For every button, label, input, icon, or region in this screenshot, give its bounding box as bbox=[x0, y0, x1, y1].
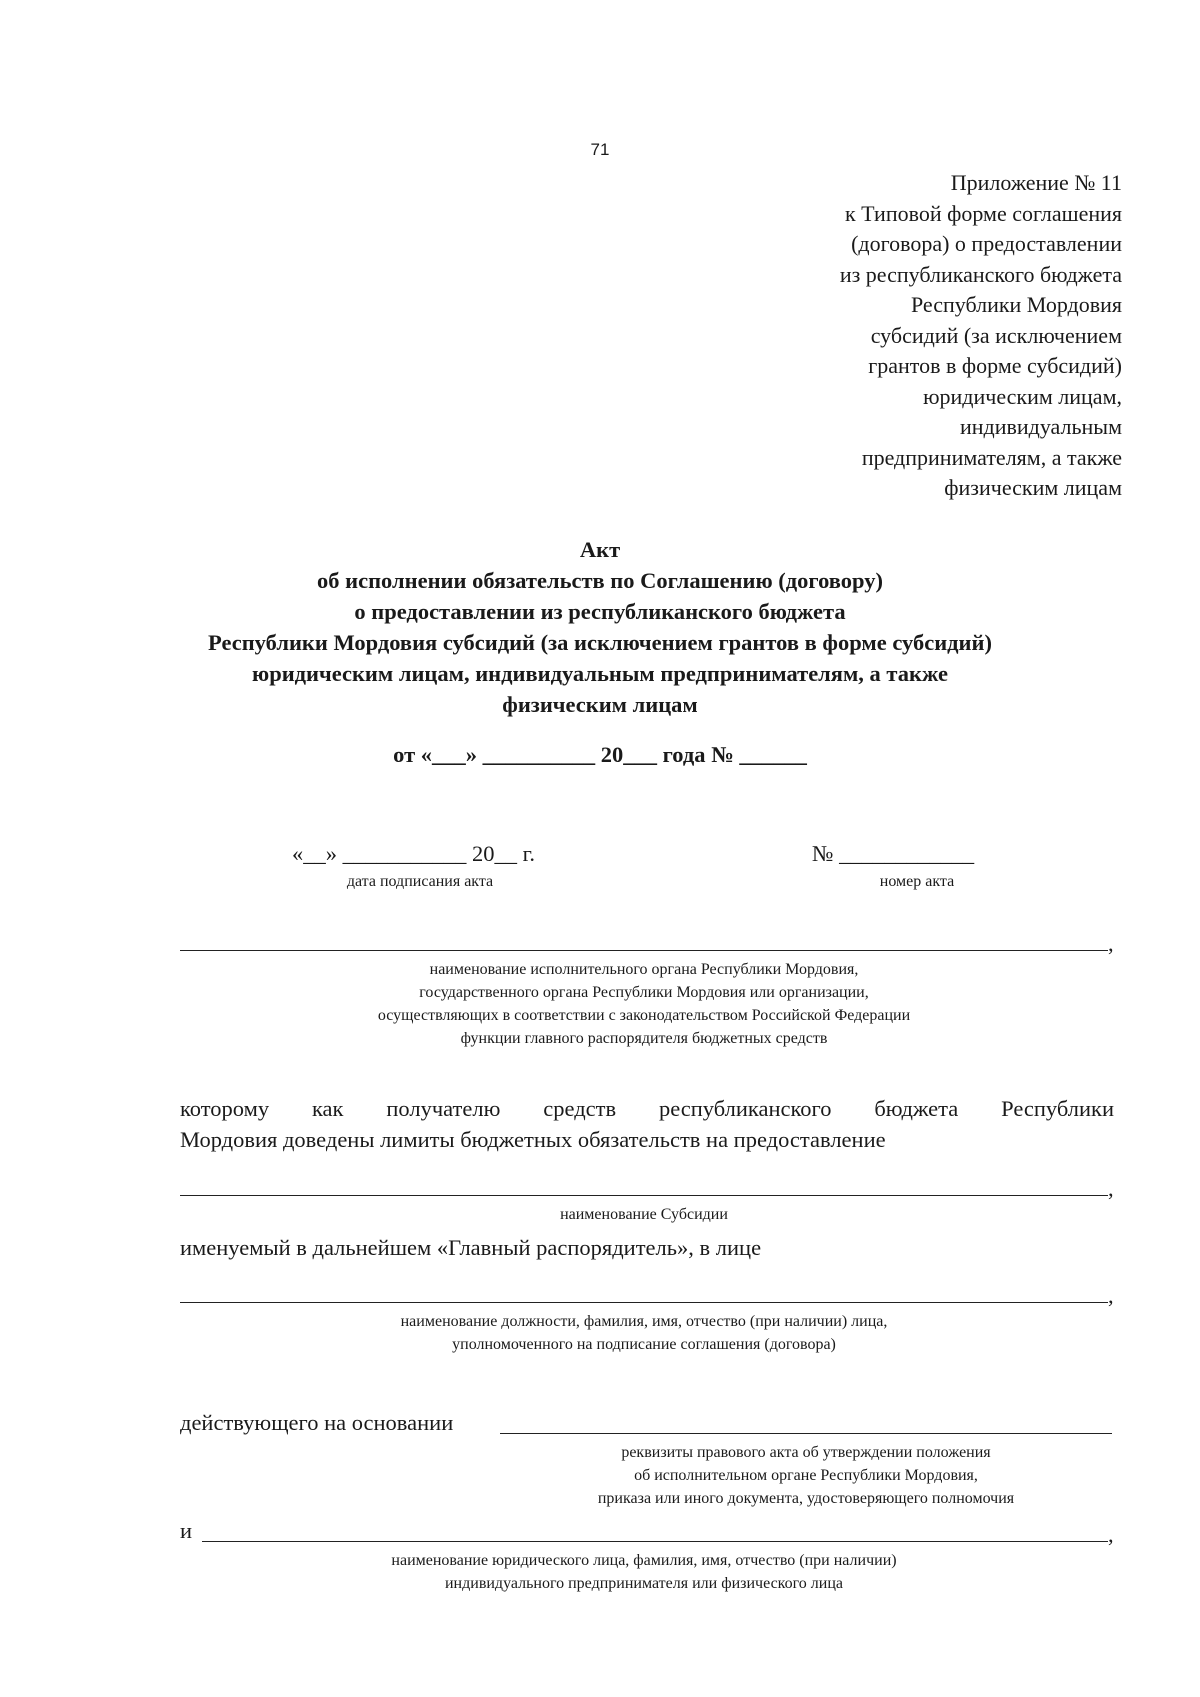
title-line: физическим лицам bbox=[502, 692, 698, 717]
position-input-line[interactable] bbox=[180, 1302, 1108, 1303]
act-number-caption: номер акта bbox=[879, 873, 955, 890]
authority-input-line[interactable] bbox=[180, 950, 1108, 951]
caption-line: индивидуального предпринимателя или физического лица bbox=[444, 1575, 843, 1592]
caption-line: государственного органа Республики Мордовия или организации, bbox=[419, 984, 869, 1001]
caption-line: функции главного распорядителя бюджетных средств bbox=[460, 1030, 828, 1047]
authority-caption bbox=[180, 958, 1108, 1050]
act-number-field[interactable]: № ____________ bbox=[812, 841, 975, 866]
and-text: и bbox=[180, 1518, 193, 1543]
appendix-line: юридическим лицам, bbox=[923, 383, 1122, 409]
document-title bbox=[0, 534, 1200, 720]
title-line: юридическим лицам, индивидуальным предпринимателям, а также bbox=[252, 661, 948, 686]
appendix-line: субсидий (за исключением bbox=[870, 322, 1122, 348]
basis-caption bbox=[500, 1441, 1112, 1510]
recipient-input-line[interactable] bbox=[202, 1541, 1108, 1542]
recipient-comma: , bbox=[1108, 1522, 1114, 1547]
subsidy-comma: , bbox=[1108, 1176, 1114, 1201]
appendix-block bbox=[840, 168, 1122, 504]
appendix-line: предпринимателям, а также bbox=[861, 444, 1122, 470]
caption-line: реквизиты правового акта об утверждении положения bbox=[621, 1444, 991, 1461]
page-number: 71 bbox=[590, 140, 610, 159]
appendix-line: из республиканского бюджета bbox=[839, 261, 1122, 287]
caption-line: об исполнительном органе Республики Мордовия, bbox=[634, 1467, 978, 1484]
act-date-caption: дата подписания акта bbox=[346, 873, 494, 890]
position-caption bbox=[180, 1310, 1108, 1356]
recipient-caption bbox=[180, 1549, 1108, 1595]
subsidy-caption: наименование Субсидии bbox=[560, 1206, 728, 1223]
appendix-line: Приложение № 11 bbox=[950, 170, 1122, 195]
appendix-line: грантов в форме субсидий) bbox=[868, 353, 1122, 378]
position-comma: , bbox=[1108, 1283, 1114, 1308]
title-line: о предоставлении из республиканского бюджета bbox=[354, 599, 846, 624]
title-date-line: от «___» __________ 20___ года № ______ bbox=[393, 742, 807, 767]
title-line: Республики Мордовия субсидий (за исключением грантов в форме субсидий) bbox=[208, 630, 992, 655]
caption-line: приказа или иного документа, удостоверяющего полномочия bbox=[597, 1490, 1015, 1507]
caption-line: наименование исполнительного органа Республики Мордовия, bbox=[429, 961, 859, 978]
recipient-text-line-1: которому как получателю средств республиканского бюджета Республики bbox=[180, 1096, 1114, 1121]
appendix-line: индивидуальным bbox=[959, 414, 1122, 439]
appendix-line: (договора) о предоставлении bbox=[851, 231, 1122, 256]
title-heading: Акт bbox=[579, 537, 621, 562]
caption-line: наименование юридического лица, фамилия, имя, отчество (при наличии) bbox=[391, 1552, 897, 1569]
title-line: об исполнении обязательств по Соглашению (договору) bbox=[317, 568, 883, 593]
caption-line: наименование должности, фамилия, имя, отчество (при наличии) лица, bbox=[400, 1313, 888, 1330]
named-text: именуемый в дальнейшем «Главный распорядитель», в лице bbox=[180, 1235, 762, 1260]
basis-text: действующего на основании bbox=[180, 1410, 454, 1435]
recipient-text-line-2: Мордовия доведены лимиты бюджетных обязательств на предоставление bbox=[180, 1127, 886, 1152]
act-date-field[interactable]: «__» ___________ 20__ г. bbox=[292, 841, 535, 866]
appendix-line: физическим лицам bbox=[944, 475, 1122, 500]
subsidy-input-line[interactable] bbox=[180, 1195, 1108, 1196]
basis-input-line[interactable] bbox=[500, 1433, 1112, 1434]
appendix-line: к Типовой форме соглашения bbox=[844, 200, 1122, 226]
caption-line: осуществляющих в соответствии с законодательством Российской Федерации bbox=[377, 1007, 911, 1024]
appendix-line: Республики Мордовия bbox=[910, 292, 1122, 317]
caption-line: уполномоченного на подписание соглашения (договора) bbox=[452, 1336, 836, 1353]
authority-comma: , bbox=[1108, 931, 1114, 956]
